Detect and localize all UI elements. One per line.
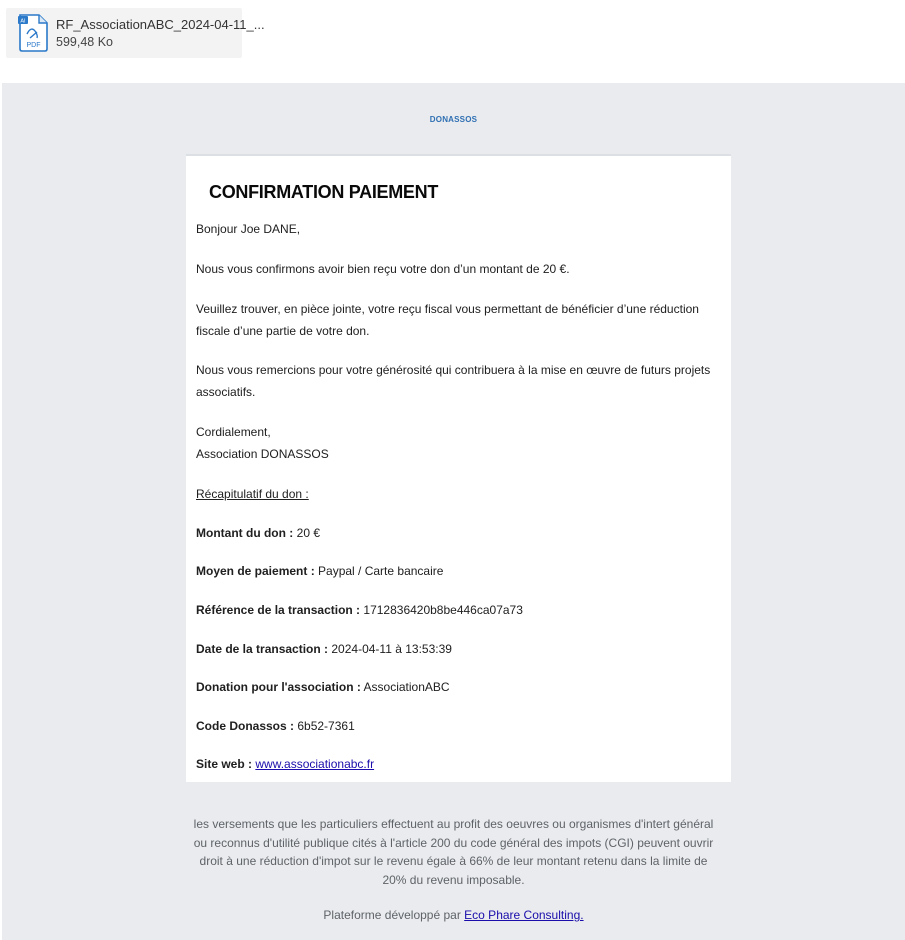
summary-row-amount [196, 522, 716, 544]
closing: Cordialement, [196, 425, 271, 439]
signature: Association DONASSOS [196, 447, 329, 461]
summary-value: 20 € [293, 526, 321, 540]
svg-text:AI: AI [20, 18, 26, 25]
summary-row-code [196, 715, 716, 737]
summary-row-payment-method [196, 560, 716, 582]
paragraph-receipt: Veuillez trouver, en pièce jointe, votre reçu fiscal vous permettant de bénéficier d’une réduction fiscale d’une partie de votre don. [196, 302, 699, 338]
summary-label: Donation pour l'association : [196, 680, 361, 694]
summary-label: Référence de la transaction : [196, 603, 361, 617]
summary-row-website [196, 753, 716, 775]
website-link[interactable]: www.associationabc.fr [255, 757, 375, 771]
summary-label: Moyen de paiement : [196, 564, 315, 578]
summary-row-date [196, 638, 716, 660]
summary-label: Code Donassos : [196, 719, 295, 733]
message-card [186, 154, 731, 782]
pdf-file-icon [16, 14, 50, 52]
attachment-filename: RF_AssociationABC_2024-04-11_... [56, 17, 265, 32]
summary-value: 1712836420b8be446ca07a73 [360, 603, 523, 617]
footer-legal-text: les versements que les particuliers effectuent au profit des oeuvres ou organismes d'intert général ou reconnus d'utilité publique cités à l'article 200 du code général des impots (CGI) peuvent ouvrir droit à une réduction d'impot sur le revenu égale à 66% de leur montant retenu dans la limite de 20% du revenu imposable. [193, 817, 714, 887]
paragraph-thanks: Nous vous remercions pour votre générosité qui contribuera à la mise en œuvre de futurs projets associatifs. [196, 363, 711, 399]
summary-row-association [196, 676, 716, 698]
summary-value: 2024-04-11 à 13:53:39 [328, 642, 452, 656]
page-title: CONFIRMATION PAIEMENT [209, 182, 439, 202]
attachment-chip[interactable] [6, 8, 265, 58]
footer-credit-link[interactable]: Eco Phare Consulting. [464, 908, 584, 922]
paragraph-confirmation: Nous vous confirmons avoir bien reçu votre don d’un montant de 20 €. [196, 262, 570, 276]
email-body [2, 83, 905, 940]
summary-label: Site web : [196, 757, 253, 771]
summary-label: Montant du don : [196, 526, 294, 540]
brand-header: DONASSOS [429, 115, 478, 124]
attachment-size: 599,48 Ko [56, 35, 113, 49]
summary-value: AssociationABC [360, 680, 450, 694]
summary-value: Paypal / Carte bancaire [314, 564, 444, 578]
footer-credit-text: Plateforme développé par [323, 908, 465, 922]
footer-credit [2, 908, 905, 922]
greeting: Bonjour Joe DANE, [196, 222, 301, 236]
svg-text:PDF: PDF [26, 42, 41, 49]
summary-value: 6b52-7361 [294, 719, 355, 733]
summary-row-reference [196, 599, 716, 621]
summary-label: Date de la transaction : [196, 642, 329, 656]
summary-heading: Récapitulatif du don : [196, 487, 309, 501]
footer-legal [2, 815, 905, 889]
